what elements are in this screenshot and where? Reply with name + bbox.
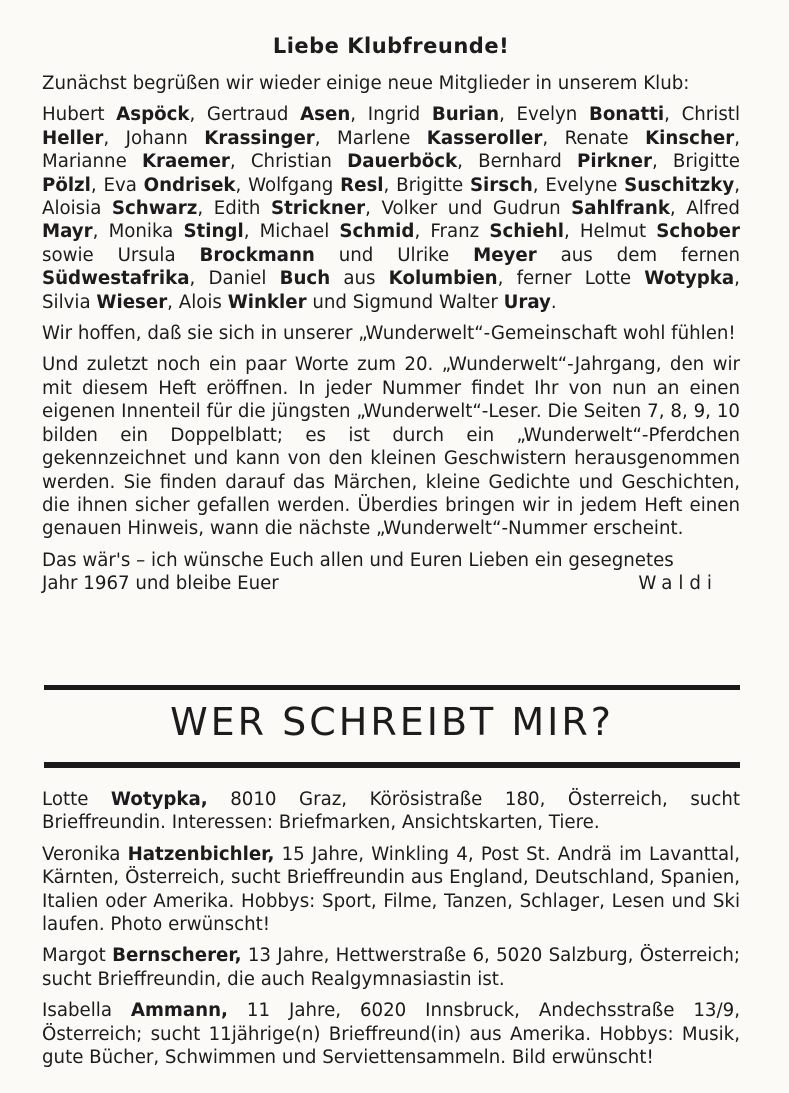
member-first-name: Marlene	[337, 127, 427, 149]
member-last-name: Südwestafrika	[42, 268, 190, 290]
member-separator: ,	[229, 151, 251, 173]
member-first-name: Lotte	[584, 268, 645, 290]
member-separator: und	[306, 291, 353, 313]
penpal-ads	[42, 788, 740, 1077]
member-first-name: Silvia	[42, 291, 97, 313]
closing-block	[42, 549, 740, 596]
member-last-name: Pirkner	[577, 151, 652, 173]
closing-line: Das wär's – ich wünsche Euch allen und Euren Lieben ein gesegnetes	[42, 549, 674, 571]
member-first-name: Michael	[259, 221, 340, 243]
ad-last-name: Bernscherer,	[112, 945, 242, 967]
intro-paragraph: Zunächst begrüßen wir wieder einige neue Mitglieder in unserem Klub:	[42, 73, 690, 94]
member-first-name: Aloisia	[42, 198, 112, 220]
member-separator: ,	[383, 174, 397, 196]
member-first-name: Helmut	[579, 221, 657, 243]
member-last-name: Asen	[300, 104, 351, 126]
member-last-name: Wotypka	[644, 268, 735, 290]
member-first-name: Evelyn	[516, 104, 589, 126]
member-last-name: Schober	[656, 221, 740, 243]
ad-first-name: Margot	[42, 945, 113, 967]
ad-text: 13 Jahre, Hettwerstraße 6, 5020 Salzburg, Österreich; sucht Brieffreundin, die auch Realgymnasiastin ist.	[42, 945, 740, 990]
member-last-name: Kinscher	[645, 127, 735, 149]
member-first-name: Alois	[178, 291, 228, 313]
member-separator: und	[314, 244, 398, 266]
member-first-name: Wolfgang	[248, 174, 341, 196]
penpal-ad	[42, 788, 740, 835]
member-last-name: Uray	[503, 291, 551, 313]
member-separator: ,	[664, 104, 682, 126]
member-separator: sowie	[42, 244, 118, 266]
member-last-name: Kraemer	[141, 151, 230, 173]
penpal-ad	[42, 843, 740, 937]
member-separator: ,	[350, 104, 368, 126]
heading-rule-bottom	[44, 762, 740, 768]
member-separator: ,	[734, 268, 740, 290]
closing-last-row	[42, 572, 740, 595]
signature: Waldi	[638, 573, 718, 595]
ad-first-name: Isabella	[42, 1000, 131, 1022]
member-first-name: Ulrike	[397, 244, 474, 266]
member-first-name: Christl	[681, 104, 740, 126]
member-last-name: Brockmann	[199, 244, 315, 266]
member-last-name: Aspöck	[116, 104, 190, 126]
member-separator: ,	[499, 104, 517, 126]
member-last-name: Dauerböck	[347, 151, 458, 173]
letter-section	[42, 0, 740, 596]
member-last-name: Buch	[279, 268, 331, 290]
member-separator: aus dem fernen	[536, 244, 740, 266]
ad-first-name: Lotte	[42, 789, 111, 810]
member-separator: , ferner	[497, 268, 585, 290]
penpal-heading: WER SCHREIBT MIR?	[170, 700, 614, 744]
member-separator: ,	[90, 174, 104, 196]
member-last-name: Mayr	[42, 221, 93, 243]
new-members-list	[42, 103, 740, 314]
member-last-name: Meyer	[473, 244, 537, 266]
member-first-name: Johann	[125, 127, 205, 149]
member-separator: ,	[189, 104, 207, 126]
member-separator: ,	[532, 174, 546, 196]
wish-paragraph: Wir hoffen, daß sie sich in unserer „Wunderwelt“-Gemeinschaft wohl fühlen!	[42, 323, 736, 345]
member-separator: ,	[92, 221, 109, 243]
ad-last-name: Hatzenbichler,	[127, 843, 275, 865]
heading-rule-top	[44, 685, 740, 690]
member-first-name: Edith	[213, 198, 271, 220]
member-last-name: Winkler	[227, 291, 307, 313]
member-first-name: Franz	[430, 221, 490, 243]
member-first-name: Bernhard	[478, 151, 578, 173]
member-first-name: Christian	[250, 151, 348, 173]
ad-last-name: Ammann,	[130, 1000, 228, 1022]
member-separator: ,	[734, 174, 740, 196]
member-separator: ,	[314, 127, 338, 149]
member-last-name: Heller	[42, 127, 104, 149]
ad-text: 8010 Graz, Körösistraße 180, Österreich, sucht Brieffreundin. Interessen: Briefmarken, Ansichtskarten, Tiere.	[42, 789, 740, 834]
member-first-name: Brigitte	[396, 174, 470, 196]
member-last-name: Schiehl	[489, 221, 564, 243]
member-separator: ,	[563, 221, 580, 243]
member-first-name: Ingrid	[367, 104, 432, 126]
member-separator: ,	[457, 151, 479, 173]
member-separator: aus	[330, 268, 389, 290]
member-last-name: Stingl	[183, 221, 244, 243]
member-last-name: Krassinger	[204, 127, 315, 149]
member-separator: ,	[167, 291, 179, 313]
member-last-name: Schwarz	[111, 198, 198, 220]
member-first-name: Ursula	[117, 244, 200, 266]
member-separator: ,	[243, 221, 260, 243]
jahrgang-paragraph: Und zuletzt noch ein paar Worte zum 20. „Wunderwelt“-Jahrgang, den wir mit diesem Heft eröffnen. In jeder Nummer findet Ihr von nun an einen eigenen Innenteil für die jüngsten „Wunderwelt“-Leser. Die Seiten 7, 8, 9, 10 bilden ein Doppelblatt; es ist durch ein „Wunderwelt“-Pferdchen gekennzeichnet und kann von den kleinen Geschwistern herausgenommen werden. Sie finden darauf das Märchen, kleine Gedichte und Geschichten, die ihnen sicher gefallen werden. Überdies bringen wir in jedem Heft einen genauen Hinweis, wann die nächste „Wunderwelt“-Nummer erscheint.	[42, 354, 740, 540]
member-first-name: Daniel	[208, 268, 280, 290]
member-last-name: Strickner	[271, 198, 366, 220]
penpal-ad	[42, 999, 740, 1069]
member-separator: ,	[669, 198, 687, 220]
member-last-name: Burian	[431, 104, 500, 126]
member-separator: ,	[734, 127, 740, 149]
ad-text: 11 Jahre, 6020 Innsbruck, Andechsstraße 13/9, Österreich; sucht 11jährige(n) Brieffreund(in) aus Amerika. Hobbys: Musik, gute Bücher, Schwimmen und Serviettensammeln. Bild erwünscht!	[42, 1000, 740, 1069]
member-separator: ,	[542, 127, 565, 149]
member-last-name: Ondrisek	[143, 174, 236, 196]
member-first-name: Alfred	[686, 198, 740, 220]
member-last-name: Sahlfrank	[571, 198, 670, 220]
ad-text: 15 Jahre, Winkling 4, Post St. Andrä im Lavanttal, Kärnten, Österreich, sucht Brieffreundin aus England, Deutschland, Spanien, Italien oder Amerika. Hobbys: Sport, Filme, Tanzen, Schlager, Lesen und Ski laufen. Photo erwünscht!	[42, 843, 740, 936]
member-first-name: Marianne	[42, 151, 142, 173]
member-separator: .	[550, 291, 557, 313]
member-separator: ,	[365, 198, 382, 220]
member-first-name: Eva	[103, 174, 144, 196]
member-separator: ,	[103, 127, 126, 149]
member-first-name: Hubert	[42, 104, 117, 126]
member-last-name: Pölzl	[42, 174, 91, 196]
member-separator: ,	[235, 174, 249, 196]
member-last-name: Bonatti	[588, 104, 665, 126]
member-separator: ,	[414, 221, 431, 243]
member-first-name: Volker und Gudrun	[381, 198, 572, 220]
member-last-name: Kasseroller	[426, 127, 543, 149]
member-first-name: Brigitte	[672, 151, 740, 173]
penpal-ad	[42, 944, 740, 991]
member-last-name: Wieser	[96, 291, 168, 313]
member-first-name: Gertraud	[206, 104, 301, 126]
member-last-name: Resl	[340, 174, 384, 196]
member-first-name: Monika	[108, 221, 184, 243]
letter-title: Liebe Klubfreunde!	[272, 34, 510, 58]
member-first-name: Renate	[564, 127, 646, 149]
member-separator: ,	[189, 268, 209, 290]
member-last-name: Suschitzky	[624, 174, 735, 196]
member-first-name: Sigmund Walter	[352, 291, 504, 313]
member-separator: ,	[651, 151, 673, 173]
member-first-name: Evelyne	[545, 174, 625, 196]
member-last-name: Kolumbien	[388, 268, 498, 290]
ad-last-name: Wotypka,	[110, 789, 208, 810]
member-separator: ,	[197, 198, 214, 220]
closing-last-line: Jahr 1967 und bleibe Euer	[42, 573, 279, 595]
member-last-name: Sirsch	[469, 174, 533, 196]
ad-first-name: Veronika	[42, 843, 128, 865]
member-last-name: Schmid	[339, 221, 415, 243]
